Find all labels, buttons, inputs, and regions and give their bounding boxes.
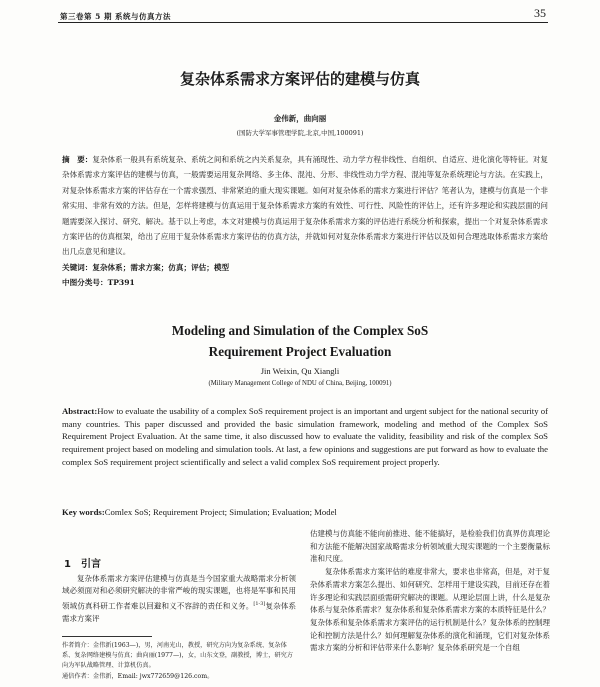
right-column-text — [310, 528, 550, 655]
footnote — [62, 641, 298, 682]
keywords-english — [62, 507, 548, 517]
clc-label: 中图分类号： — [62, 278, 108, 288]
abstract-text-chinese: 复杂体系一般具有系统复杂、系统之间和系统之内关系复杂，具有涌现性、动力学方程非线性、自组织、自适应、进化演化等特征。对复杂体系需求方案评估的建模与仿真，一般需要运用复杂网络、多主体、混沌、分形、非线性动力学方程、混沌等复杂系统理论与方法。在实践上，对复杂体系需求方案的评估存在一个需求强烈、非常紧迫的重大现实课题。如何对复杂体系的需求方案进行评估？笔者认为，建模与仿真是一个非常实用、非常有效的方法。但是，怎样将建模与仿真运用于复杂体系需求方案的有效性、可行性、风险性的评估上，还有许多理论和实践层面的问题需要深入探讨、研究、解决。基于以上考虑，本文对建模与仿真运用于复杂体系需求方案的评估进行系统分析和探索，提出一个对复杂体系需求方案评估的仿真框架，给出了应用于复杂体系需求方案评估的仿真方法，并就如何对复杂体系需求方案进行评估以及如何合理选取体系需求方案给出几点意见和建议。 — [62, 155, 548, 257]
title-english-line1: Modeling and Simulation of the Complex SoS — [171, 323, 429, 338]
authors-chinese: 金伟新，曲向丽 — [273, 114, 327, 123]
title-english-line2: Requirement Project Evaluation — [208, 344, 392, 359]
intro-paragraph — [62, 573, 296, 625]
abstract-chinese — [62, 152, 548, 291]
abstract-text-english: How to evaluate the usability of a complex SoS requirement project is an important and urgent subject for the national security of many countries. This paper discussed and provided the basic simulation framework, modeling and method of the Complex SoS Requirement Project Evaluation. At the same time, it also discussed how to evaluate the validity, feasibility and risk of the complex SoS requirement project based on modeling and simulation tools. At last, a few opinions and suggestions are put forward as how to evaluate the complex SoS requirement project scientifically and select a valid complex SoS requirement project properly. — [62, 406, 548, 467]
intro-text-tail: 复杂体系需求方案评 — [62, 601, 297, 623]
authors-english: Jin Weixin, Qu Xiangli — [260, 366, 340, 376]
keywords-text-english: Comlex SoS; Requirement Project; Simulation; Evaluation; Model — [104, 507, 337, 517]
title-english — [0, 320, 600, 362]
citation: [1-3] — [253, 600, 266, 607]
abstract-english — [62, 405, 548, 469]
running-header: 第三卷第 5 期 系统与仿真方法 — [60, 12, 172, 21]
affiliation-chinese: (国防大学军事管理学院,北京,中国,100091) — [236, 129, 364, 137]
page-number: 35 — [534, 6, 546, 20]
right-column-para1: 复杂体系需求方案评估的难度非常大，要求也非常高，但是，对于复杂体系需求方案怎么提出、如何研究、怎样用于建设实践，目前还存在着许多理论和实践层面亟需研究解决的课题。从理论层面上讲，什么是复杂体系与复杂体系需求？复杂体系和复杂体系需求方案的本质特征是什么？复杂体系和复杂体系需求方案评估的运行机制是什么？复杂体系的控制理论和控制方法是什么？如何理解复杂体系的演化和涌现，它们对复杂体系需求方案的分析和评估带来什么影响？复杂体系研究是一个自组 — [310, 567, 550, 653]
footnote-rule — [62, 636, 152, 637]
keywords-label-english: Key words: — [62, 507, 105, 517]
keywords-chinese: 复杂体系；需求方案；仿真；评估；模型 — [92, 262, 230, 272]
clc-number: TP391 — [107, 278, 135, 288]
title-chinese: 复杂体系需求方案评估的建模与仿真 — [179, 70, 420, 88]
right-column-para0: 估建模与仿真能不能向前推进、能不能搞好，是检验我们仿真界仿真理论和方法能不能解决国家战略需求分析领域重大现实课题的一个主要衡量标准和尺度。 — [310, 529, 550, 564]
intro-text: 复杂体系需求方案评估建模与仿真是当今国家重大战略需求分析领域必须面对和必须研究解决的非常严峻的现实课题，也将是军事和民用领域仿真科研工作者难以回避和义不容辞的责任和义务。 — [62, 574, 296, 611]
footnote-contact: 通信作者：金伟新，Email: jwx772659@126.com。 — [62, 672, 214, 680]
footnote-author-bio: 作者简介：金伟新(1963—)，男，河南光山，教授，研究方向为复杂系统、复杂体系、复杂网络建模与仿真；曲向丽(1977—)，女，山东文登，副教授，博士，研究方向为军队战略管理、计算机仿真。 — [62, 642, 293, 670]
header-rule — [58, 22, 548, 23]
abstract-label-chinese: 摘 要： — [62, 155, 93, 164]
affiliation-english: (Military Management College of NDU of China, Beijing, 100091) — [208, 380, 392, 387]
abstract-label-english: Abstract: — [62, 406, 98, 416]
section-heading-intro: 1 引言 — [64, 559, 101, 570]
keywords-label-chinese: 关键词： — [62, 262, 93, 272]
